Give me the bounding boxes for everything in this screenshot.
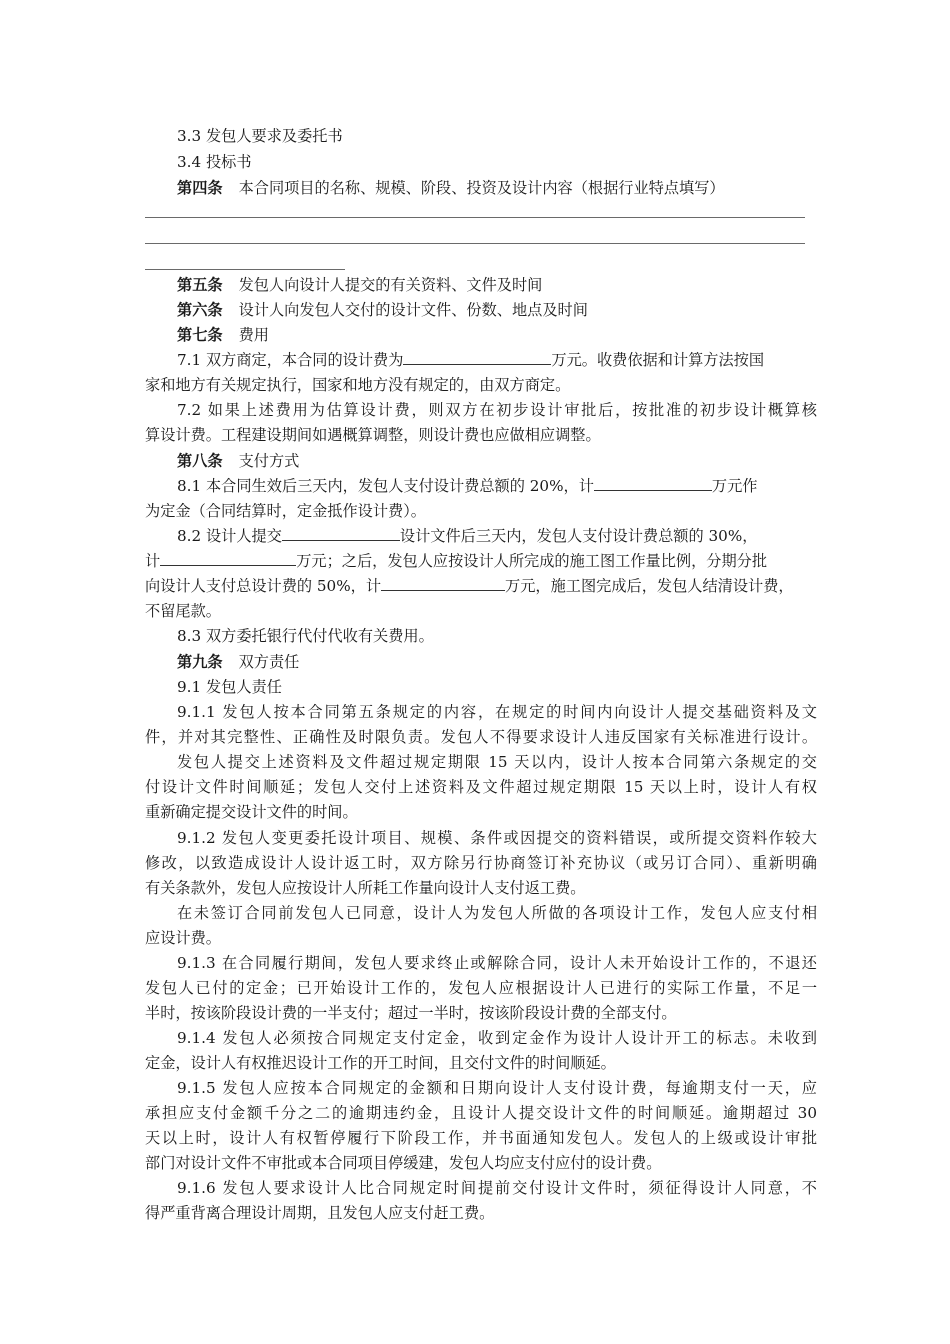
clause-8-2-line2: 计 万元；之后，发包人应按设计人所完成的施工图工作量比例，分期分批 — [145, 552, 767, 570]
article-5-heading — [145, 274, 817, 296]
clause-8-1-line2: 为定金（合同结算时，定金抵作设计费）。 — [145, 502, 426, 520]
clause-9-1-5-line1: 9.1.5 发包人应按本合同规定的金额和日期向设计人支付设计费，每逾期支付一天，应 — [177, 1079, 817, 1097]
article-title: 支付方式 — [238, 452, 300, 470]
article-title: 双方责任 — [238, 653, 300, 671]
clause-9-1-1-para2-line3: 重新确定提交设计文件的时间。 — [145, 803, 358, 821]
fill-blank[interactable] — [282, 526, 400, 541]
clause-9-1-1-line2: 件，并对其完整性、正确性及时限负责。发包人不得要求设计人违反国家有关标准进行设计。 — [145, 728, 817, 746]
clause-3-3: 3.3 发包人要求及委托书 — [177, 127, 343, 145]
clause-9-1-1-line1: 9.1.1 发包人按本合同第五条规定的内容，在规定的时间内向设计人提交基础资料及文 — [177, 703, 817, 721]
clause-9-1-5-line3: 天以上时，设计人有权暂停履行下阶段工作，并书面通知发包人。发包人的上级或设计审批 — [145, 1129, 817, 1147]
clause-9-1-6-line2: 得严重背离合理设计周期，且发包人应支付赶工费。 — [145, 1204, 495, 1222]
clause-9-1-2-line2: 修改，以致造成设计人设计返工时，双方除另行协商签订补充协议（或另订合同）、重新明确 — [145, 854, 817, 872]
clause-9-1-2-para2-line1: 在未签订合同前发包人已同意，设计人为发包人所做的各项设计工作，发包人应支付相 — [177, 904, 817, 922]
clause-9-1-2-line3: 有关条款外，发包人应按设计人所耗工作量向设计人支付返工费。 — [145, 879, 586, 897]
clause-9-1-2-para2-line2: 应设计费。 — [145, 929, 221, 947]
article-4-heading — [145, 177, 817, 199]
clause-9-1-3-line2: 发包人已付的定金；已开始设计工作的，发包人应根据设计人已进行的实际工作量，不足一 — [145, 979, 817, 997]
article-title: 设计人向发包人交付的设计文件、份数、地点及时间 — [238, 301, 588, 319]
clause-9-1-4-line2: 定金，设计人有权推迟设计工作的开工时间，且交付文件的时间顺延。 — [145, 1054, 616, 1072]
article-number: 第五条 — [177, 276, 223, 294]
clause-9-1-5-line4: 部门对设计文件不审批或本合同项目停缓建，发包人均应支付应付的设计费。 — [145, 1154, 662, 1172]
fill-blank[interactable] — [160, 551, 296, 566]
article-number: 第七条 — [177, 326, 223, 344]
fill-in-line — [145, 217, 805, 218]
article-number: 第九条 — [177, 653, 223, 671]
clause-9-1-3-line1: 9.1.3 在合同履行期间，发包人要求终止或解除合同，设计人未开始设计工作的，不退还 — [177, 954, 817, 972]
fill-in-line — [145, 269, 345, 270]
article-6-heading — [145, 299, 817, 321]
clause-7-2-line1: 7.2 如果上述费用为估算设计费，则双方在初步设计审批后，按批准的初步设计概算核 — [177, 401, 817, 419]
article-number: 第四条 — [177, 179, 223, 197]
article-title: 费用 — [238, 326, 269, 344]
clause-9-1-4-line1: 9.1.4 发包人必须按合同规定支付定金，收到定金作为设计人设计开工的标志。未收到 — [177, 1029, 817, 1047]
article-number: 第八条 — [177, 452, 223, 470]
fill-blank[interactable] — [381, 576, 505, 591]
clause-8-2-line1: 8.2 设计人提交 设计文件后三天内，发包人支付设计费总额的 30%， — [177, 527, 758, 545]
clause-8-1-line1: 8.1 本合同生效后三天内，发包人支付设计费总额的 20%，计 万元作 — [177, 477, 758, 495]
clause-9-1-1-para2-line1: 发包人提交上述资料及文件超过规定期限 15 天以内，设计人按本合同第六条规定的交 — [177, 753, 817, 771]
clause-9-1-5-line2: 承担应支付金额千分之二的逾期违约金，且设计人提交设计文件的时间顺延。逾期超过 30 — [145, 1104, 817, 1122]
clause-9-1-1-para2-line2: 付设计文件时间顺延；发包人交付上述资料及文件超过规定期限 15 天以上时，设计人有权 — [145, 778, 817, 796]
clause-7-2-line2: 算设计费。工程建设期间如遇概算调整，则设计费也应做相应调整。 — [145, 426, 601, 444]
article-8-heading — [145, 450, 817, 472]
article-7-heading — [145, 324, 817, 346]
article-9-heading — [145, 651, 817, 673]
article-title: 本合同项目的名称、规模、阶段、投资及设计内容（根据行业特点填写） — [238, 179, 725, 197]
clause-8-2-line3: 向设计人支付总设计费的 50%，计 万元，施工图完成后，发包人结清设计费， — [145, 577, 794, 595]
clause-8-3: 8.3 双方委托银行代付代收有关费用。 — [177, 627, 434, 645]
fill-blank[interactable] — [594, 476, 712, 491]
clause-8-2-line4: 不留尾款。 — [145, 602, 221, 620]
fill-in-line — [145, 243, 805, 244]
clause-9-1-3-line3: 半时，按该阶段设计费的一半支付；超过一半时，按该阶段设计费的全部支付。 — [145, 1004, 677, 1022]
clause-7-1-line2: 家和地方有关规定执行，国家和地方没有规定的，由双方商定。 — [145, 376, 571, 394]
clause-7-1-line1: 7.1 双方商定，本合同的设计费为 万元。收费依据和计算方法按国 — [177, 351, 765, 369]
article-title: 发包人向设计人提交的有关资料、文件及时间 — [238, 276, 543, 294]
clause-9-1-6-line1: 9.1.6 发包人要求设计人比合同规定时间提前交付设计文件时，须征得设计人同意，不 — [177, 1179, 817, 1197]
clause-9-1-2-line1: 9.1.2 发包人变更委托设计项目、规模、条件或因提交的资料错误，或所提交资料作较大 — [177, 829, 817, 847]
fill-blank[interactable] — [403, 350, 551, 365]
clause-3-4: 3.4 投标书 — [177, 153, 252, 171]
clause-9-1: 9.1 发包人责任 — [177, 678, 282, 696]
article-number: 第六条 — [177, 301, 223, 319]
